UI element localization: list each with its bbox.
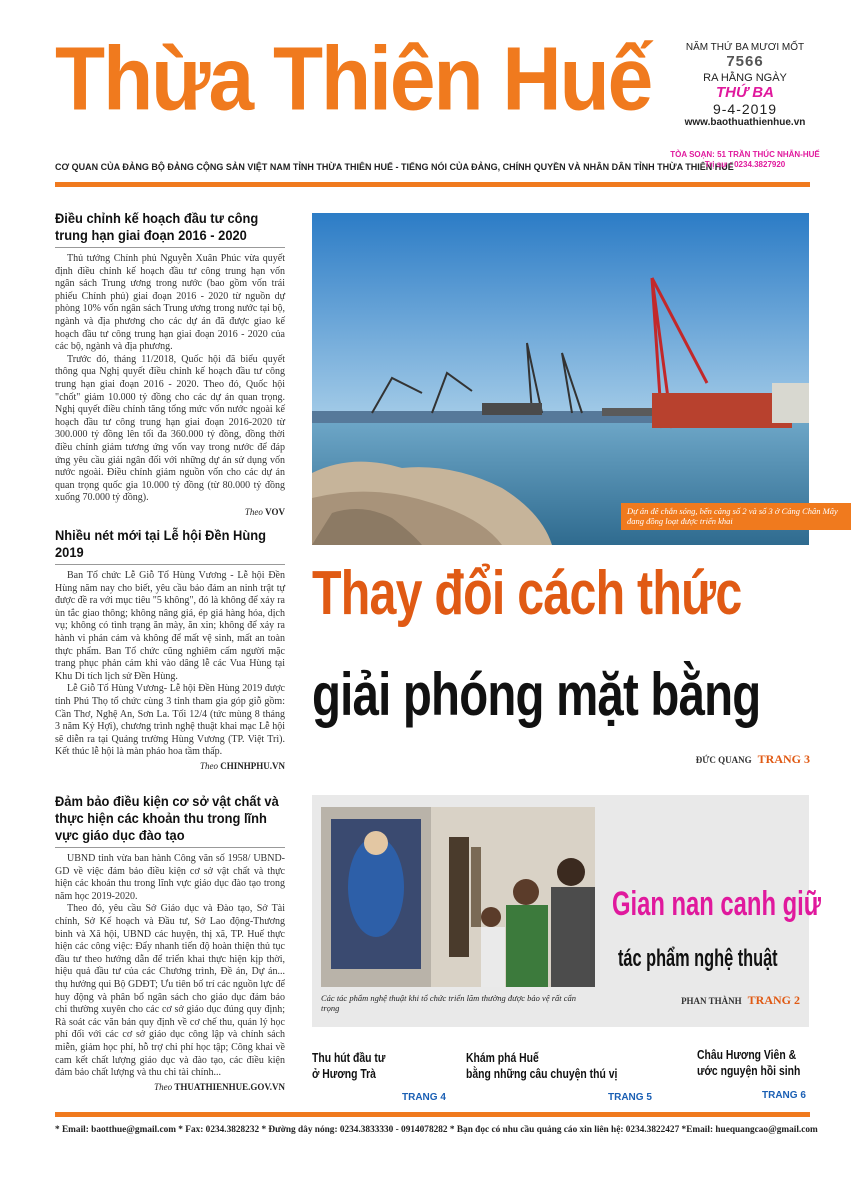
office-phone: Trị sự : 0234.3827920 [704, 160, 786, 169]
art-photo-caption: Các tác phẩm nghệ thuật khi tổ chức triển lãm thường được bảo vệ rất cẩn trọng [321, 993, 577, 1013]
teaser-item[interactable] [466, 1050, 655, 1082]
newspaper-title: Thừa Thiên Huế [55, 29, 652, 130]
website-link[interactable]: www.baothuathienhue.vn [684, 117, 806, 128]
issue-info [670, 42, 820, 128]
office-address: TÒA SOẠN: 51 TRẦN THÚC NHẪN-HUẾ [670, 150, 820, 159]
lead-page-link[interactable]: TRANG 3 [757, 752, 810, 766]
teaser-item[interactable] [697, 1047, 826, 1079]
article-source: Theo CHINHPHU.VN [200, 760, 285, 771]
article-investment [55, 210, 285, 517]
teaser-line: ước nguyện hồi sinh [697, 1063, 801, 1078]
masthead-rule [55, 182, 810, 187]
footer-rule [55, 1112, 810, 1117]
article-paragraph: Lễ Giỗ Tổ Hùng Vương- Lễ hội Đền Hùng 2019 được tỉnh Phú Thọ tổ chức cùng 3 tỉnh tham gia góp giỗ gồm: Cần Thơ, Nghệ An, Sơn La. Tối 12/4 (tức mùng 8 tháng 3 năm Kỷ Hợi), chương trình nghệ thuật khai mạc Lễ hội sẽ diễn ra tại Quảng trường Hùng Vương (TP. Việt Trì). Kết thúc lễ hội là màn pháo hoa tầm thấp. [55, 683, 285, 758]
port-photo-caption: Dự án đê chắn sóng, bến cảng số 2 và số 3 ở Cảng Chân Mây đang đồng loạt được triển khai [621, 503, 851, 530]
teaser-page-link[interactable]: TRANG 6 [762, 1090, 806, 1101]
article-title[interactable]: Điều chỉnh kế hoạch đầu tư công trung hạn giai đoạn 2016 - 2020 [55, 210, 285, 248]
article-body [55, 253, 285, 505]
feature-headline-line2[interactable]: tác phẩm nghệ thuật [618, 945, 778, 972]
issue-year-line: NĂM THỨ BA MƯƠI MỐT [685, 42, 805, 53]
art-exhibition-image [321, 807, 595, 987]
article-title[interactable]: Nhiều nét mới tại Lễ hội Đền Hùng 2019 [55, 527, 285, 565]
lead-headline-line2[interactable]: giải phóng mặt bằng [312, 661, 761, 728]
teaser-page-link[interactable]: TRANG 5 [608, 1092, 652, 1103]
issue-frequency: RA HẰNG NGÀY [703, 72, 787, 84]
feature-byline [640, 993, 800, 1008]
article-paragraph: Ban Tổ chức Lễ Giỗ Tổ Hùng Vương - Lễ hội Đền Hùng năm nay cho biết, yêu cầu bảo đảm an ninh trật tự được đề ra với mục tiêu "5 không", đó là không để xảy ra ùn tắc giao thông; không nâng giá, ép giá hàng hóa, dịch vụ; không có tình trạng ăn mày, ăn xin; không để xảy ra hành vi phản cảm và không để mất vệ sinh, mất an toàn thực phẩm. Ban Tổ chức cũng nghiêm cấm người mặc trang phục phản cảm khi vào dâng lễ các Vua Hùng tại Khu Di tích lịch sử Đền Hùng. [55, 570, 285, 682]
feature-author: PHAN THÀNH [681, 996, 742, 1006]
article-paragraph: Theo đó, yêu cầu Sở Giáo dục và Đào tạo, Sở Tài chính, Sở Kế hoạch và Đầu tư, Sở Lao động-Thương binh và Xã hội, UBND các huyện, thị xã, TP. Huế thực hiện các công việc: Đẩy nhanh tiến độ hoàn thiện thủ tục đầu tư theo hướng dẫn để triển khai thực hiện kịp thời, hiệu quả đầu tư của các Chương trình, Đề án, Dự án... thụ hưởng qui Bộ GDĐT; Ưu tiên bố trí các nguồn lực để huy động và phân bổ ngân sách cho giáo dục đảm bảo chi thường xuyên cho các cơ sở giáo dục đúng quy định; Rà soát các văn bản quy định về cơ chế thu, quản lý học phí đối với các cơ sở giáo dục công lập và chính sách miễn, giảm học phí, hỗ trợ chi phí học tập; Công khai về cam kết chất lượng giáo dục và đào tạo, các điều kiện đảm bảo chất lượng và thu chi tài chính... [55, 903, 285, 1079]
teaser-line: Thu hút đầu tư [312, 1050, 386, 1065]
teaser-page-link[interactable]: TRANG 4 [402, 1092, 446, 1103]
teaser-line: bằng những câu chuyện thú vị [466, 1066, 618, 1081]
teaser-item[interactable] [312, 1050, 404, 1082]
lead-byline [640, 752, 810, 767]
issue-number: 7566 [726, 53, 764, 70]
issue-date: 9-4-2019 [712, 101, 778, 117]
footer-contacts: * Email: baotthue@gmail.com * Fax: 0234.3828232 * Đường dây nóng: 0234.3833330 - 0914078282 * Bạn đọc có nhu cầu quảng cáo xin liên hệ: 0234.3822427 *Email: huequangcao@gmail.com [55, 1125, 818, 1135]
port-photo[interactable] [312, 213, 809, 545]
article-education [55, 793, 285, 1092]
lead-headline-line1[interactable]: Thay đổi cách thức [312, 559, 742, 628]
article-body [55, 853, 285, 1080]
teaser-line: ở Hương Trà [312, 1066, 376, 1081]
article-paragraph: Trước đó, tháng 11/2018, Quốc hội đã biểu quyết thông qua Nghị quyết điều chỉnh kế hoạch đầu tư công trung hạn giai đoạn 2016 - 2020. Theo đó, Quốc hội "chốt" giảm 10.000 tỷ đồng cho các dự án quan trọng. Nghị quyết điều chỉnh tăng tổng mức vốn nước ngoài kế hoạch đầu tư công trung hạn giai đoạn 2016-2020 từ 300.000 tỷ đồng lên tối đa 360.000 tỷ đồng, đồng thời điều chỉnh giảm tương ứng vốn vay trong nước để đáp ứng yêu cầu giải ngân đối với những dự án sử dụng vốn nước ngoài. Điều chỉnh giảm nguồn vốn cho các dự án quan trọng quốc gia 10.000 tỷ đồng (từ 80.000 tỷ đồng xuống 70.000 tỷ đồng). [55, 353, 285, 504]
article-body [55, 570, 285, 759]
issue-weekday: THỨ BA [716, 84, 774, 101]
feature-page-link[interactable]: TRANG 2 [747, 993, 800, 1007]
article-paragraph: UBND tỉnh vừa ban hành Công văn số 1958/ UBND-GD về việc đảm bảo điều kiện cơ sở vật chất và thực hiện các khoản thu trong lĩnh vực giáo dục đào tạo trong năm học 2019-2020. [55, 853, 285, 902]
feature-headline-line1[interactable]: Gian nan canh giữ [612, 885, 821, 923]
article-source: Theo VOV [244, 506, 285, 517]
port-photo-image [312, 213, 809, 545]
article-title[interactable]: Đảm bảo điều kiện cơ sở vật chất và thực hiện các khoản thu trong lĩnh vực giáo dục đào tạo [55, 793, 285, 848]
article-hung-festival [55, 527, 285, 771]
article-source: Theo THUATHIENHUE.GOV.VN [154, 1081, 285, 1092]
office-info [670, 150, 820, 170]
art-exhibition-photo[interactable] [321, 807, 595, 987]
teaser-line: Khám phá Huế [466, 1050, 539, 1065]
article-paragraph: Thủ tướng Chính phủ Nguyễn Xuân Phúc vừa quyết định điều chỉnh kế hoạch đầu tư công trung hạn vốn ngân sách Trung ương trong nước (bao gồm vốn trái phiếu Chính phủ) giai đoạn 2016 - 2020 từ nguồn dự phòng 10% vốn ngân sách Trung ương trong nước tại bộ, ngành và địa phương cho các dự án đã được giao kế hoạch đầu tư công trung hạn giai đoạn 2016 - 2020 của các bộ, ngành và địa phương. [55, 253, 285, 353]
teaser-line: Châu Hương Viên & [697, 1047, 797, 1062]
newspaper-subtitle: CƠ QUAN CỦA ĐẢNG BỘ ĐẢNG CỘNG SẢN VIỆT NAM TỈNH THỪA THIÊN HUẾ - TIẾNG NÓI CỦA ĐẢNG, CHÍNH QUYỀN VÀ NHÂN DÂN TỈNH THỪA THIÊN HUẾ [55, 162, 734, 172]
lead-author: ĐỨC QUANG [695, 755, 752, 765]
